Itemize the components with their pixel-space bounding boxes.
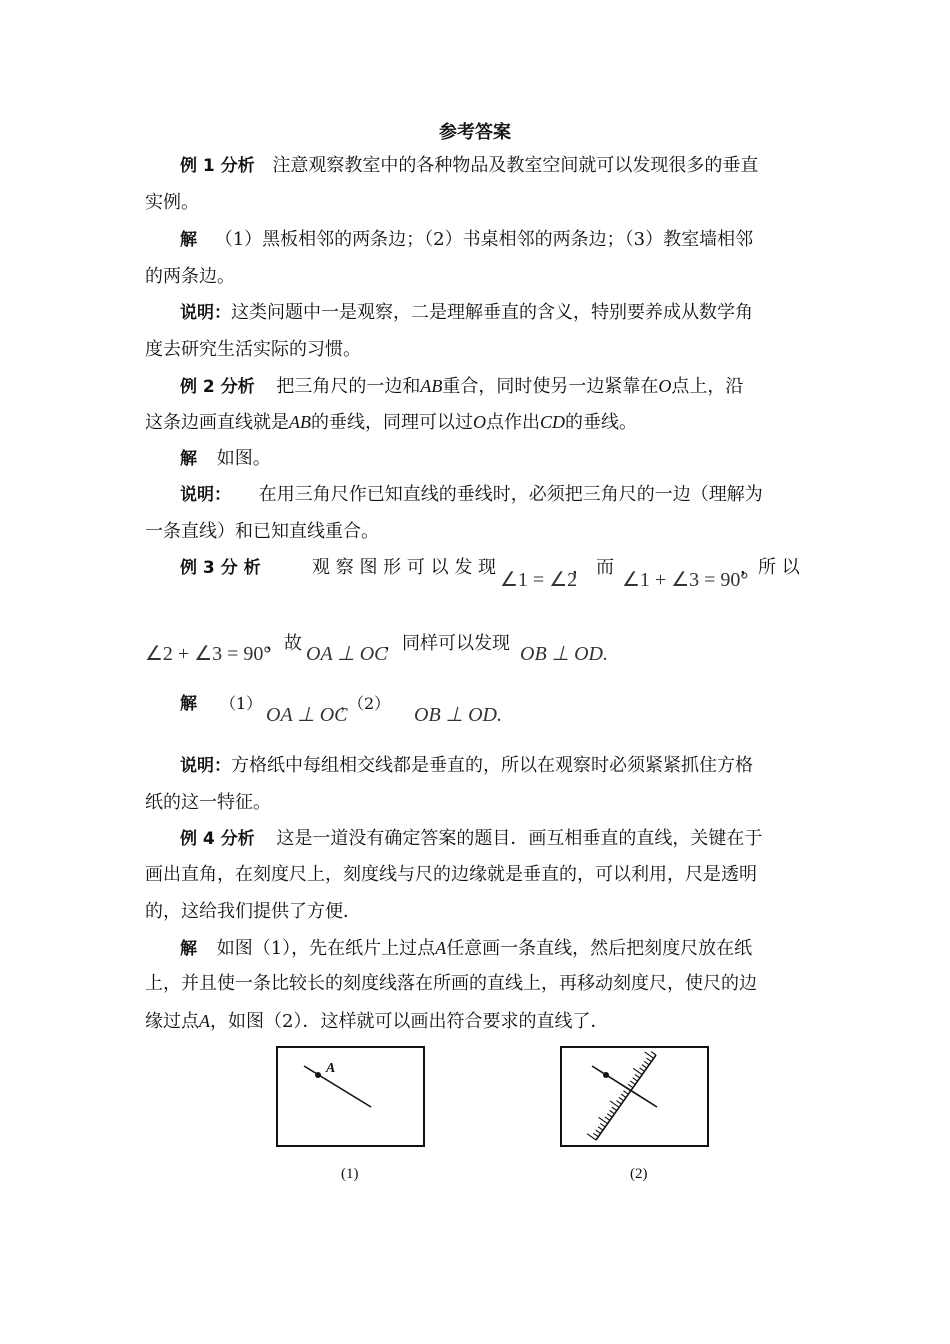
ruler-tick	[605, 1117, 610, 1120]
ex2-text-b: 重合，同时使另一边紧靠在	[442, 376, 659, 397]
ex1-note-label: 说明：	[180, 303, 231, 323]
ex3-sol-s2: ，（2）	[340, 694, 391, 713]
ex3-sol-math-1: OA ⊥ OC	[266, 704, 348, 726]
fig1-point-label: A	[326, 1061, 336, 1076]
ex1-analysis-line	[180, 154, 758, 178]
ruler-tick	[628, 1084, 633, 1087]
ruler-tick	[646, 1058, 651, 1061]
ex3-comma-1: ，	[572, 557, 590, 578]
ex2-analysis-line	[180, 374, 743, 399]
ex1-label: 例 1 分析	[180, 156, 255, 176]
ruler-tick	[635, 1074, 640, 1077]
ex4-var-a: A	[435, 938, 447, 958]
ex3-text-c: ，同样可以发现	[384, 633, 510, 654]
ex3-text-b: ，所 以	[740, 557, 800, 578]
ex3-sol-label: 解	[180, 694, 197, 714]
ex3-math-2: ∠1 + ∠3 = 90°	[622, 569, 749, 591]
ruler-tick	[596, 1130, 601, 1133]
ex3-math-5: OB ⊥ OD.	[520, 643, 608, 665]
ruler-tick	[623, 1091, 628, 1094]
ex3-label-line	[180, 556, 261, 580]
ex2-var-ab: AB	[420, 376, 443, 396]
ex4-sol-d: ，如图（2）．这样就可以画出符合要求的直线了．	[210, 1011, 609, 1032]
ex3-note-line	[180, 754, 753, 778]
ruler-tick	[600, 1123, 605, 1126]
ruler-tick	[612, 1107, 617, 1110]
ruler-tick	[598, 1127, 603, 1130]
ex1-note-text-1: 这类问题中一是观察，二是理解垂直的含义，特别要养成从数学角	[231, 302, 753, 323]
ex2-text-e: 的垂线，同理可以过	[311, 412, 473, 433]
ex1-text-2: 实例。	[145, 192, 199, 213]
figure-2	[560, 1046, 710, 1148]
ex2-text-c: 点上，沿	[671, 376, 744, 397]
ex3-sol-label-line	[180, 692, 197, 716]
ex3-note-text-1: 方格纸中每组相交线都是垂直的，所以在观察时必须紧紧抓住方格	[231, 755, 753, 776]
ruler-tick	[642, 1065, 647, 1068]
ruler-tick	[619, 1097, 624, 1100]
ex1-sol-label: 解	[180, 230, 197, 250]
ex3-math-3: ∠2 + ∠3 = 90°	[145, 643, 272, 665]
ex3-label: 例 3 分 析	[180, 558, 261, 578]
ex2-note-text-2: 一条直线）和已知直线重合。	[145, 521, 379, 542]
ex4-sol-label: 解	[180, 939, 197, 959]
ruler-tick	[630, 1081, 635, 1084]
ex3-sol-math-2: OB ⊥ OD.	[414, 704, 502, 726]
ruler-tick	[633, 1078, 638, 1081]
ruler-tick	[607, 1114, 612, 1117]
fig2-ruler-ticks	[587, 1052, 656, 1140]
ex3-er: 而	[596, 557, 614, 578]
ex2-var-o-2: O	[473, 412, 486, 432]
ex3-note-label: 说明：	[180, 756, 231, 776]
ex2-var-o: O	[658, 376, 672, 396]
ex4-sol-c: 缘过点	[145, 1011, 199, 1032]
ex4-sol-text-2: 上，并且使一条比较长的刻度线落在所画的直线上，再移动刻度尺，使尺的边	[145, 973, 757, 994]
ex4-var-a-2: A	[199, 1011, 210, 1031]
ruler-tick	[593, 1133, 598, 1136]
ex3-gu: ，故	[266, 633, 302, 654]
ex1-text-1: 注意观察教室中的各种物品及教室空间就可以发现很多的垂直	[272, 155, 759, 176]
ex1-note-line	[180, 301, 753, 325]
ex2-note-text-1: 在用三角尺作已知直线的垂线时，必须把三角尺的一边（理解为	[258, 484, 763, 505]
ex2-var-cd: CD	[540, 412, 566, 432]
ex2-text-g: 的垂线。	[565, 412, 638, 433]
ruler-tick	[616, 1101, 621, 1104]
ex4-sol-b: 任意画一条直线，然后把刻度尺放在纸	[446, 938, 753, 959]
page-title: 参考答案	[439, 122, 511, 143]
ex2-sol-text: 如图。	[216, 448, 271, 469]
ex4-text-1: 这是一道没有确定答案的题目．画互相垂直的直线，关键在于	[276, 828, 763, 849]
ex3-text-a: 观 察 图 形 可 以 发 现	[312, 557, 497, 578]
ex3-sol-s1: （1）	[220, 694, 263, 713]
ex2-text-a: 把三角尺的一边和	[276, 376, 421, 397]
figure-1	[276, 1046, 426, 1148]
fig1-caption: (1)	[341, 1166, 359, 1182]
fig1-line	[304, 1066, 371, 1107]
ex2-text-d: 这条边画直线就是	[145, 412, 289, 433]
ex4-analysis-line	[180, 827, 762, 851]
fig2-point	[603, 1072, 609, 1078]
ex4-label: 例 4 分析	[180, 829, 255, 849]
ex4-sol-line-3	[145, 1009, 608, 1034]
fig1-point-a	[315, 1072, 321, 1078]
ex2-note-label: 说明：	[180, 485, 231, 505]
ex3-math-1: ∠1 = ∠2	[500, 569, 578, 591]
ex4-text-2: 画出直角，在刻度尺上，刻度线与尺的边缘就是垂直的，可以利用，尺是透明	[145, 864, 757, 885]
ex3-math-4: OA ⊥ OC	[306, 643, 388, 665]
fig2-paper	[561, 1047, 708, 1146]
ex1-solution-line	[180, 228, 753, 252]
ex4-sol-a: 如图（1），先在纸片上过点	[216, 938, 436, 959]
ruler-tick	[640, 1068, 645, 1071]
ex1-sol-text-1: （1）黑板相邻的两条边；（2）书桌相邻的两条边；（3）教室墙相邻	[214, 229, 754, 250]
ex4-text-3: 的，这给我们提供了方便．	[145, 901, 361, 922]
ex2-sol-label: 解	[180, 449, 197, 469]
ex2-var-ab-2: AB	[289, 412, 311, 432]
ruler-tick	[651, 1052, 656, 1055]
ruler-tick	[610, 1110, 615, 1113]
ex1-sol-text-2: 的两条边。	[145, 266, 235, 287]
fig1-paper	[277, 1047, 424, 1146]
ex2-solution-line	[180, 447, 271, 471]
ex2-label: 例 2 分析	[180, 377, 255, 397]
ex1-note-text-2: 度去研究生活实际的习惯。	[145, 339, 361, 360]
ex2-text-f: 点作出	[486, 412, 540, 433]
ex4-solution-line	[180, 936, 752, 961]
ruler-tick	[644, 1061, 649, 1064]
ex2-analysis-line-2	[145, 410, 637, 435]
ex2-note-line	[180, 483, 763, 507]
fig2-caption: (2)	[630, 1166, 648, 1182]
ex3-note-text-2: 纸的这一特征。	[145, 792, 271, 813]
ruler-tick	[621, 1094, 626, 1097]
